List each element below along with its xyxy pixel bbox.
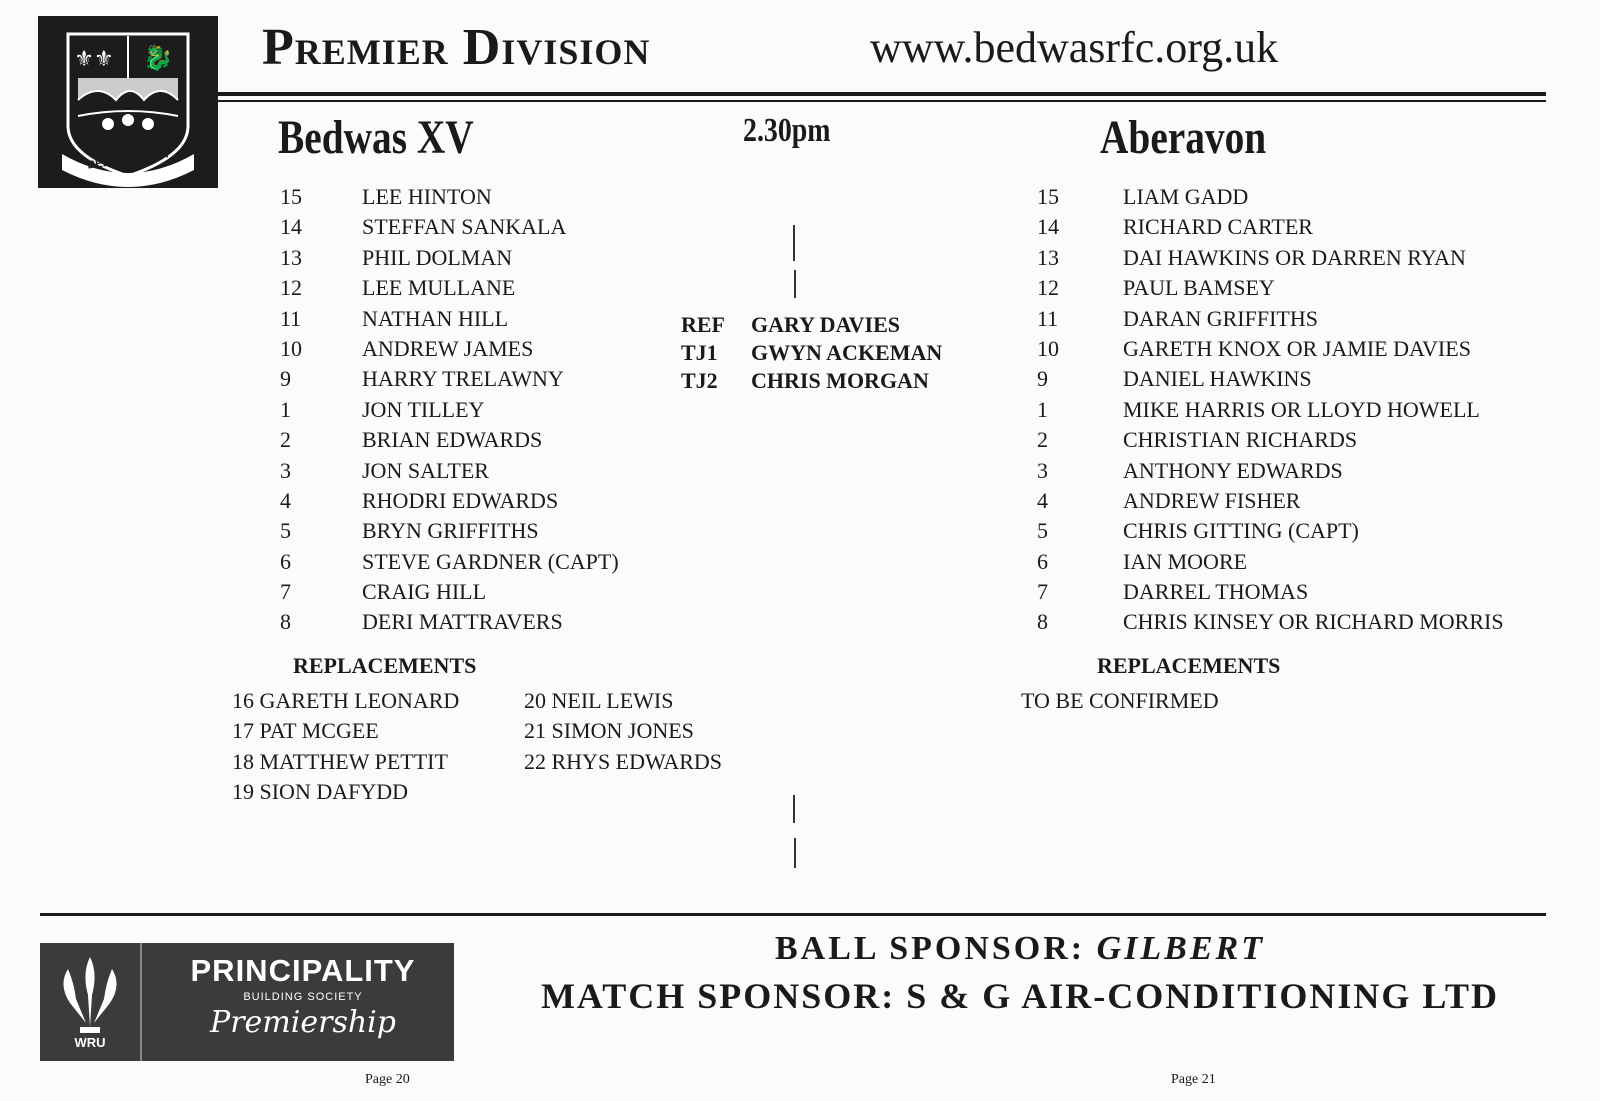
player-name: BRIAN EDWARDS [362,427,543,453]
player-name: JON TILLEY [362,396,485,422]
crest-banner-text: BEDWAS R.F.C. [86,148,170,172]
away-player-row [1037,456,1577,486]
away-team-name: Aberavon [1100,111,1267,164]
club-crest [38,16,218,188]
svg-text:🐉: 🐉 [143,44,173,72]
player-name: ANTHONY EDWARDS [1123,457,1343,483]
shirt-number: 2 [280,427,291,453]
shirt-number: 15 [280,184,302,209]
shirt-number: 12 [1037,275,1059,301]
replacement-item: 22 RHYS EDWARDS [524,748,723,774]
player-name: CRAIG HILL [362,579,487,605]
shirt-number: 9 [280,366,291,392]
player-name: DANIEL HAWKINS [1123,366,1312,392]
official-role: REF [681,312,725,337]
match-sponsor: MATCH SPONSOR: S & G AIR-CONDITIONING LTD [540,976,1500,1016]
home-player-row [280,395,680,425]
official-row [681,339,981,367]
player-name: CHRIS KINSEY OR RICHARD MORRIS [1123,609,1504,635]
shirt-number: 1 [1037,396,1048,422]
shirt-number: 13 [1037,244,1059,270]
home-player-row [280,577,680,607]
shirt-number: 4 [280,487,291,513]
shirt-number: 14 [1037,214,1059,240]
shirt-number: 5 [280,518,291,544]
home-player-row [280,607,680,637]
player-name: JON SALTER [362,457,489,483]
principality-premiership-badge [40,943,454,1061]
shirt-number: 8 [280,609,291,635]
shirt-number: 8 [1037,609,1048,635]
home-player-row [280,547,680,577]
away-player-row [1037,516,1577,546]
player-name: NATHAN HILL [362,305,509,331]
player-name: RHODRI EDWARDS [362,487,559,513]
official-name: GWYN ACKEMAN [751,340,943,365]
official-row [681,311,981,339]
player-name: ANDREW FISHER [1123,487,1301,513]
home-player-row [280,486,680,516]
home-player-row [280,425,680,455]
away-player-list [1037,182,1577,638]
shirt-number: 6 [280,548,291,574]
page-number-left: Page 20 [365,1072,410,1087]
home-player-list [280,182,680,638]
home-player-row [280,212,680,242]
away-replacements-heading: REPLACEMENTS [1097,653,1281,678]
fold-mark [794,838,796,868]
ball-sponsor-label: BALL SPONSOR: [775,930,1086,967]
player-name: LEE MULLANE [362,275,516,301]
player-name: CHRIS GITTING (CAPT) [1123,518,1359,544]
away-replacements-note: TO BE CONFIRMED [1021,688,1219,713]
premiership-script: Premiership [210,1005,396,1040]
replacement-item: 19 SION DAFYDD [232,779,409,805]
home-player-row [280,304,680,334]
away-player-row [1037,304,1577,334]
home-player-row [280,456,680,486]
player-name: STEFFAN SANKALA [362,214,567,240]
away-player-row [1037,364,1577,394]
principality-subtitle: BUILDING SOCIETY [243,991,363,1003]
replacement-item: 21 SIMON JONES [524,718,694,744]
player-name: PHIL DOLMAN [362,244,513,270]
replacement-item: 18 MATTHEW PETTIT [232,748,448,774]
website-url: www.bedwasrfc.org.uk [870,23,1279,72]
player-name: PAUL BAMSEY [1123,275,1275,301]
player-name: DARREL THOMAS [1123,579,1309,605]
player-name: BRYN GRIFFITHS [362,518,539,544]
svg-text:⚜⚜: ⚜⚜ [74,47,114,72]
home-replacements-col1 [232,686,459,808]
wru-panel [40,943,142,1061]
player-name: IAN MOORE [1123,548,1248,574]
away-player-row [1037,577,1577,607]
home-player-row [280,364,680,394]
player-name: MIKE HARRIS OR LLOYD HOWELL [1123,396,1480,422]
away-player-row [1037,334,1577,364]
player-name: GARETH KNOX OR JAMIE DAVIES [1123,335,1471,361]
home-player-row [280,273,680,303]
player-name: STEVE GARDNER (CAPT) [362,548,619,574]
fold-mark [794,270,796,298]
shirt-number: 11 [280,305,302,331]
home-player-row [280,334,680,364]
official-role: TJ2 [681,368,718,393]
match-officials [681,311,981,395]
home-team-name: Bedwas XV [278,111,474,164]
replacement-item: 20 NEIL LEWIS [524,688,674,713]
away-player-row [1037,182,1577,212]
wru-label: WRU [74,1035,106,1050]
player-name: LIAM GADD [1123,184,1249,209]
away-player-row [1037,486,1577,516]
home-player-row [280,182,680,212]
player-name: CHRISTIAN RICHARDS [1123,427,1358,453]
home-player-row [280,243,680,273]
kickoff-time: 2.30pm [743,112,831,149]
header-rule-thick [218,92,1546,96]
official-role: TJ1 [681,340,718,365]
page-number-right: Page 21 [1171,1072,1216,1087]
away-player-row [1037,243,1577,273]
home-player-row [280,516,680,546]
division-title: Premier Division [262,19,651,76]
shirt-number: 12 [280,275,302,301]
shirt-number: 15 [1037,184,1059,209]
shirt-number: 10 [280,335,302,361]
footer-rule [40,913,1546,916]
player-name: RICHARD CARTER [1123,214,1313,240]
shirt-number: 3 [280,457,291,483]
player-name: LEE HINTON [362,184,492,209]
shirt-number: 11 [1037,305,1059,331]
away-player-row [1037,273,1577,303]
shirt-number: 1 [280,396,291,422]
replacement-item: 17 PAT MCGEE [232,718,379,744]
shirt-number: 7 [1037,579,1048,605]
fold-mark [793,225,795,261]
header-rule-thin [218,100,1546,102]
away-player-row [1037,395,1577,425]
shirt-number: 6 [1037,548,1048,574]
shirt-number: 4 [1037,487,1048,513]
away-player-row [1037,547,1577,577]
player-name: DERI MATTRAVERS [362,609,563,635]
shirt-number: 10 [1037,335,1059,361]
away-player-row [1037,212,1577,242]
principality-title: PRINCIPALITY [190,953,416,988]
home-replacements-col2 [524,686,722,777]
replacement-item: 16 GARETH LEONARD [232,688,460,713]
ball-sponsor [490,930,1550,968]
shirt-number: 7 [280,579,291,605]
ball-sponsor-value: GILBERT [1096,930,1265,967]
fold-mark [793,795,795,823]
away-player-row [1037,425,1577,455]
player-name: ANDREW JAMES [362,335,534,361]
away-player-row [1037,607,1577,637]
shirt-number: 5 [1037,518,1048,544]
official-name: CHRIS MORGAN [751,368,929,393]
player-name: DARAN GRIFFITHS [1123,305,1318,331]
player-name: HARRY TRELAWNY [362,366,564,392]
shirt-number: 2 [1037,427,1048,453]
shirt-number: 9 [1037,366,1048,392]
home-replacements-heading: REPLACEMENTS [293,653,477,678]
shirt-number: 3 [1037,457,1048,483]
official-name: GARY DAVIES [751,312,900,337]
official-row [681,367,981,395]
shirt-number: 14 [280,214,302,240]
shirt-number: 13 [280,244,302,270]
player-name: DAI HAWKINS OR DARREN RYAN [1123,244,1466,270]
